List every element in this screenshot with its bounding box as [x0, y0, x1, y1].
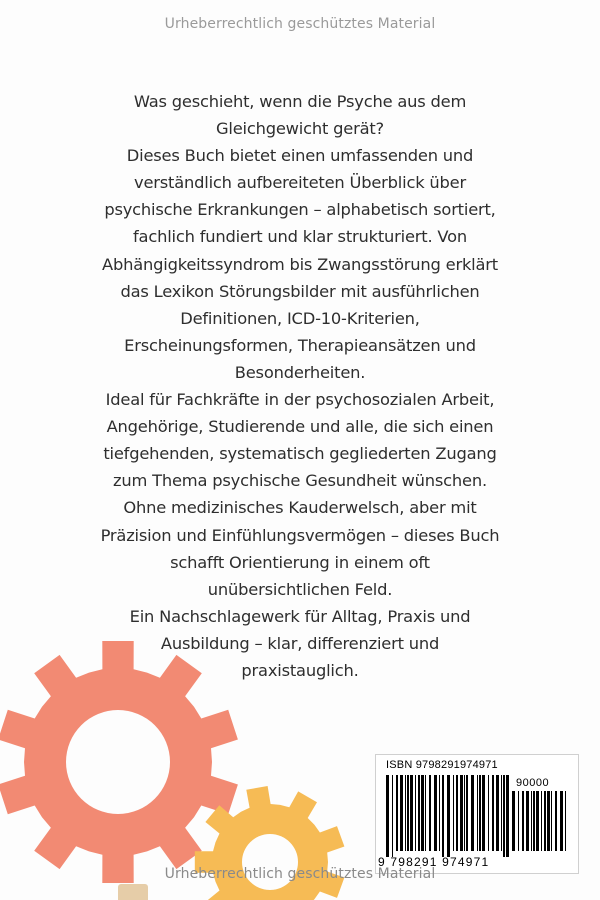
barcode-bar	[536, 791, 539, 851]
isbn-label: ISBN 9798291974971	[386, 759, 498, 771]
barcode-bar	[447, 775, 450, 857]
barcode-bar	[551, 791, 552, 851]
barcode-bar	[496, 775, 499, 851]
barcode-bar	[392, 775, 393, 857]
barcode-bar	[386, 775, 389, 857]
barcode-bar	[429, 775, 431, 851]
blurb-line: Ein Nachschlagewerk für Alltag, Praxis und	[129, 606, 471, 626]
barcode-bar	[518, 791, 519, 851]
blurb-line: Dieses Buch bietet einen umfassenden und	[126, 146, 474, 166]
blurb-line: Abhängigkeitssyndrom bis Zwangsstörung erklärt	[102, 254, 498, 274]
blurb-line: schafft Orientierung in einem oft	[170, 552, 430, 572]
barcode-bar	[442, 775, 444, 857]
copyright-watermark-top: Urheberrechtlich geschütztes Material	[164, 16, 436, 32]
blurb-line: Gleichgewicht gerät?	[215, 119, 385, 139]
barcode-bar	[453, 775, 454, 851]
blurb-line: Definitionen, ICD-10-Kriterien,	[180, 308, 420, 328]
barcode-bar	[396, 775, 398, 851]
blurb-line: das Lexikon Störungsbilder mit ausführlichen	[120, 281, 480, 301]
blurb-line: psychische Erkrankungen – alphabetisch sortiert,	[104, 200, 496, 220]
blurb-line: Präzision und Einfühlungsvermögen – dieses Buch	[100, 525, 500, 545]
blurb-line: tiefgehenden, systematisch gegliederten Zugang	[103, 444, 497, 464]
blurb-line: Was geschieht, wenn die Psyche aus dem	[133, 92, 467, 111]
large-gear-icon	[0, 641, 238, 883]
tan-shape-icon	[118, 884, 148, 900]
blurb-line: unübersichtlichen Feld.	[207, 579, 393, 599]
barcode-bar	[439, 775, 440, 851]
addon-barcode-bars	[512, 791, 572, 857]
barcode-bar	[492, 775, 494, 851]
barcode-bar	[418, 775, 420, 851]
barcode-bar	[466, 775, 468, 851]
barcode-bar	[488, 775, 489, 851]
barcode-bar	[522, 791, 524, 851]
blurb-line: Ohne medizinisches Kauderwelsch, aber mit	[123, 498, 477, 518]
barcode-bar	[482, 775, 485, 851]
barcode-bar	[503, 775, 505, 857]
barcode-bar	[477, 775, 478, 851]
barcode-bar	[506, 775, 509, 857]
gear-hole	[66, 710, 170, 814]
barcode-bar	[471, 775, 474, 851]
blurb-line: zum Thema psychische Gesundheit wünschen.	[113, 471, 487, 491]
barcode-bar	[555, 791, 557, 851]
barcode-bar	[434, 775, 437, 851]
blurb-line: Erscheinungsformen, Therapieansätzen und	[124, 335, 476, 355]
blurb-line: Ausbildung – klar, differenziert und	[160, 633, 440, 653]
barcode-bar	[415, 775, 416, 851]
barcode-digits: 9 798291 974971	[378, 855, 490, 869]
barcode-bar	[464, 775, 465, 851]
barcode-bar	[460, 775, 463, 851]
barcode-bar	[400, 775, 403, 851]
blurb-line: Ideal für Fachkräfte in der psychosozialen Arbeit,	[105, 390, 495, 410]
barcode-bar	[526, 791, 529, 851]
ean-barcode-bars	[386, 775, 510, 857]
barcode-bar	[479, 775, 481, 851]
blurb-line: fachlich fundiert und klar strukturiert. Von	[133, 227, 467, 247]
blurb-line: Angehörige, Studierende und alle, die sich einen	[106, 417, 494, 437]
blurb-line: Besonderheiten.	[234, 362, 366, 382]
barcode-bar	[421, 775, 424, 851]
barcode-bar	[531, 791, 532, 851]
barcode-bar	[541, 791, 542, 851]
barcode-bar	[407, 775, 409, 851]
barcode-bar	[425, 775, 426, 851]
blurb-line: praxistauglich.	[241, 660, 359, 680]
blurb-line: verständlich aufbereiteten Überblick über	[134, 173, 466, 193]
copyright-watermark-bottom: Urheberrechtlich geschütztes Material	[164, 866, 436, 882]
barcode-bar	[501, 775, 502, 851]
barcode-bar	[456, 775, 458, 851]
barcode-bar	[560, 791, 563, 851]
barcode-addon-digits: 90000	[516, 777, 550, 789]
isbn-barcode	[375, 754, 579, 874]
barcode-bar	[533, 791, 535, 851]
barcode-bar	[547, 791, 550, 851]
barcode-bar	[544, 791, 546, 851]
barcode-bar	[565, 791, 566, 851]
barcode-bar	[512, 791, 515, 851]
barcode-bar	[405, 775, 406, 851]
barcode-bar	[410, 775, 413, 851]
